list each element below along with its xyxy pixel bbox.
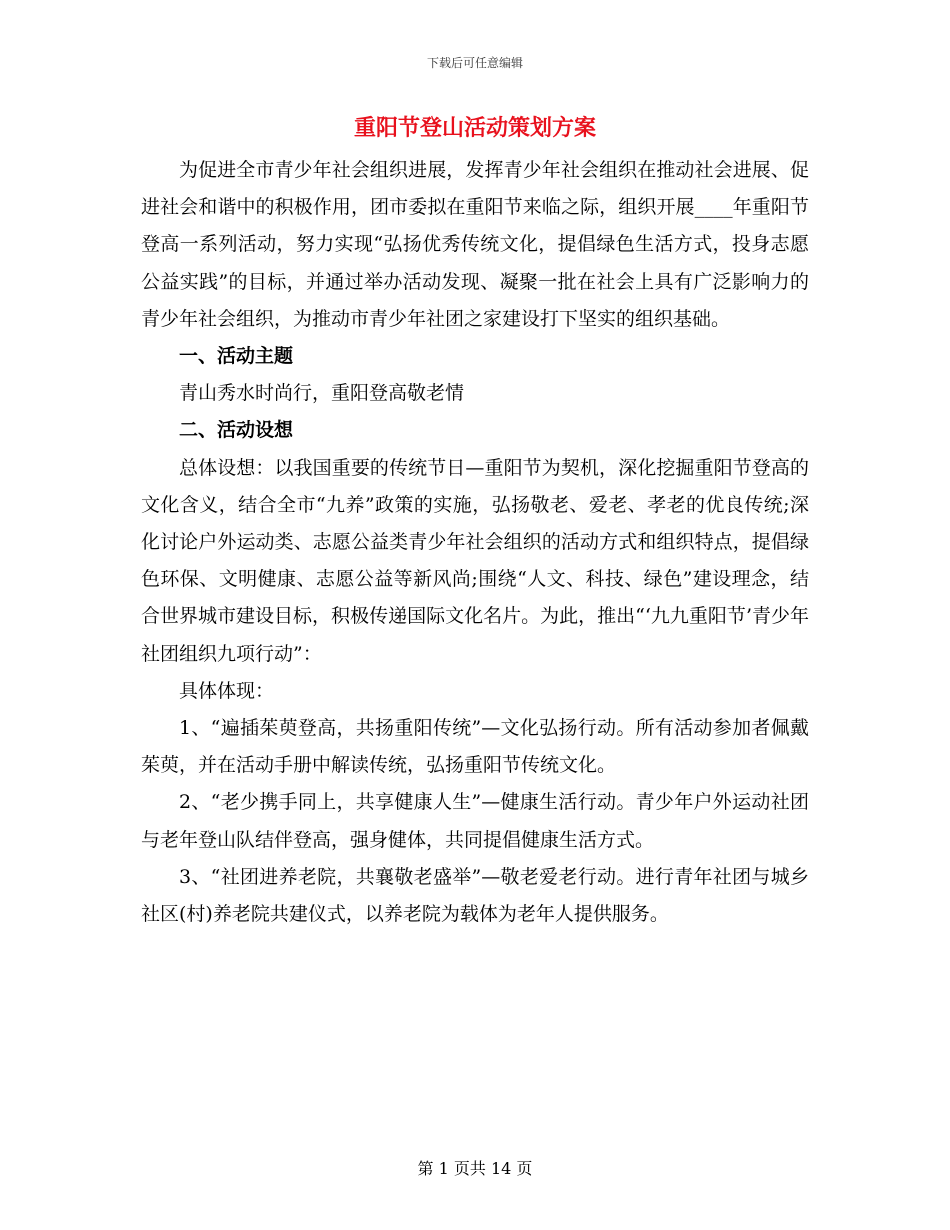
theme-paragraph: 青山秀水时尚行，重阳登高敬老情	[179, 382, 465, 405]
details-label: 具体体现：	[179, 679, 275, 702]
concept-paragraph: 总体设想：以我国重要的传统节日—重阳节为契机，深化挖掘重阳节登高的文化含义，结合全市“九养”政策的实施，弘扬敬老、爱老、孝老的优良传统;深化讨论户外运动类、志愿公益类青少年社会组织的活动方式和组织特点，提倡绿色环保、文明健康、志愿公益等新风尚;围绕“人文、科技、绿色”建设理念，结合世界城市建设目标，积极传递国际文化名片。为此，推出“‘九九重阳节’青少年社团组织九项行动”：	[141, 456, 809, 665]
action-item-1: 1、“遍插茱萸登高，共扬重阳传统”—文化弘扬行动。所有活动参加者佩戴茱萸，并在活动手册中解读传统，弘扬重阳节传统文化。	[141, 717, 809, 777]
page-header: 下载后可任意编辑	[426, 56, 523, 70]
action-item-2: 2、“老少携手同上，共享健康人生”—健康生活行动。青少年户外运动社团与老年登山队结伴登高，强身健体，共同提倡健康生活方式。	[141, 791, 809, 851]
section-heading-theme: 一、活动主题	[179, 345, 294, 368]
intro-paragraph: 为促进全市青少年社会组织进展，发挥青少年社会组织在推动社会进展、促进社会和谐中的积极作用，团市委拟在重阳节来临之际，组织开展____年重阳节登高一系列活动，努力实现“弘扬优秀传统文化，提倡绿色生活方式，投身志愿公益实践”的目标，并通过举办活动发现、凝聚一批在社会上具有广泛影响力的青少年社会组织，为推动市青少年社团之家建设打下坚实的组织基础。	[141, 159, 809, 330]
document-body	[141, 152, 809, 933]
section-heading-concept: 二、活动设想	[179, 419, 294, 442]
action-item-3: 3、“社团进养老院，共襄敬老盛举”—敬老爱老行动。进行青年社团与城乡社区(村)养老院共建仪式，以养老院为载体为老年人提供服务。	[141, 865, 809, 926]
document-title: 重阳节登山活动策划方案	[353, 115, 596, 141]
page-number: 第 1 页共 14 页	[417, 1159, 533, 1178]
